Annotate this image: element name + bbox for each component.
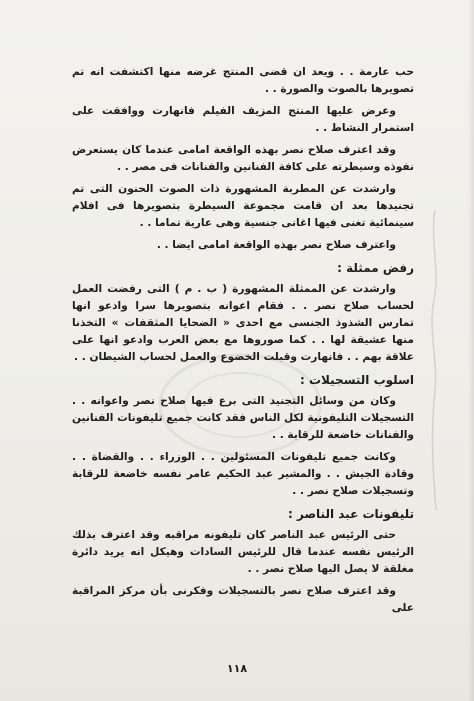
section-heading: تليفونات عبد الناصر : <box>288 507 414 521</box>
page-number: ١١٨ <box>226 662 248 675</box>
paragraph: وعرض عليها المنتج المزيف الفيلم فانهارت ووافقت على استمرار النشاط . . <box>72 105 414 134</box>
paragraph: وارشدت عن الممثلة المشهورة ( ب . م ) التى رفضت العمل لحساب صلاح نصر . . فقام اعوانه بتصويرها سرا وادعو انها تمارس الشذوذ الجنسى مع احدى « الضحايا المثقفات » التخذنا منها عشيقة لها . . كما صوروها مع بعض العرب وادعو انها على علاقة بهم . . فانهارت وقبلت الخضوع والعمل لحساب الشيطان . . <box>72 283 414 363</box>
margin-handwriting-mark <box>428 210 442 510</box>
page-body-text <box>72 64 414 622</box>
paragraph: واعترف صلاح نصر بهذه الواقعة امامى ايضا . . <box>156 239 396 251</box>
paragraph: وارشدت عن المطربة المشهورة ذات الصوت الحنون التى تم تجنيدها بعد ان قامت مجموعة السيطرة بتصويرها فى افلام سينمائية تغنى فيها اغانى جنسية وهى عارية تماما . . <box>72 183 414 229</box>
paragraph: وقد اعترف صلاح نصر بالتسجيلات وفكرنى بأن مركز المراقبة على <box>72 585 414 614</box>
section-heading: رفض ممثلة : <box>337 261 414 275</box>
page-edge-shadow <box>468 0 474 701</box>
paragraph: وكان من وسائل التجنيد التى برع فيها صلاح نصر واعوانه . . التسجيلات التليفونية لكل الناس فقد كانت جميع تليفونات الفنانين والفنانات خاضعة للرقابة . . <box>72 395 414 441</box>
paragraph: وقد اعترف صلاح نصر بهذه الواقعة امامى عندما كان يستعرض نفوذه وسيطرته على كافة الفنانين والفنانات فى مصر . . <box>72 144 414 173</box>
paragraph: وكانت جميع تليفونات المسئولين . . الوزراء . . والقضاة . . وقادة الجيش . . والمشير عبد الحكيم عامر نفسه خاضعة للرقابة وتسجيلات صلاح نصر . . <box>72 451 414 497</box>
paragraph: حب عارمة . . ويعد ان قضى المنتج غرضه منها اكتشفت انه تم تصويرها بالصوت والصورة . . <box>72 66 414 95</box>
paragraph: حتى الرئيس عبد الناصر كان تليفونه مراقبه وقد اعترف بذلك الرئيس نفسه عندما قال للرئيس السادات وهيكل انه يريد دائرة مغلقة لا يصل اليها صلاح نصر . . <box>72 529 414 575</box>
section-heading: اسلوب التسجيلات : <box>300 373 414 387</box>
